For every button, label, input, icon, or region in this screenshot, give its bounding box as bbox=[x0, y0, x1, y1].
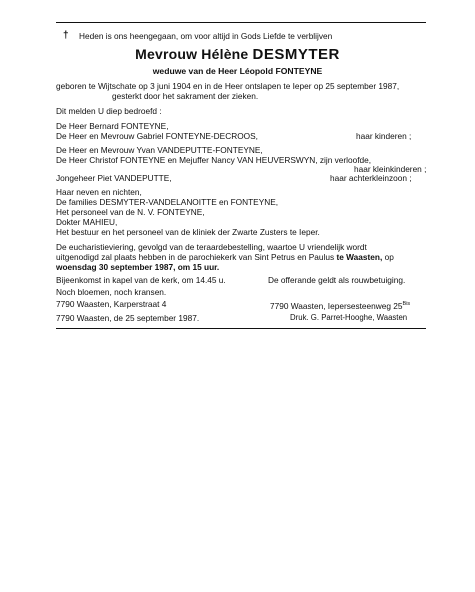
relation-children: haar kinderen ; bbox=[356, 131, 412, 141]
mass-line-1: De eucharistieviering, gevolgd van de teraardebestelling, waartoe U vriendelijk wordt bbox=[56, 242, 367, 252]
mass-line-2-text: uitgenodigd zal plaats hebben in de parochiekerk van Sint Petrus en Paulus bbox=[56, 252, 335, 262]
relation-grandchildren: haar kleinkinderen ; bbox=[354, 164, 427, 174]
honorific-first-name: Mevrouw Hélène bbox=[135, 46, 249, 62]
family-line: De Heer en Mevrouw Yvan VANDEPUTTE-FONTEYNE, bbox=[56, 145, 263, 155]
address-left: 7790 Waasten, Karperstraat 4 bbox=[56, 299, 167, 309]
cross-icon: † bbox=[63, 30, 69, 41]
bottom-border bbox=[56, 328, 426, 329]
top-border bbox=[56, 22, 426, 23]
address-right bbox=[270, 299, 410, 311]
mass-line-2 bbox=[56, 252, 394, 262]
deceased-name bbox=[0, 46, 475, 63]
mass-location: te Waasten, bbox=[336, 252, 383, 262]
surname: DESMYTER bbox=[252, 46, 340, 63]
birth-line-1: geboren te Wijtschate op 3 juni 1904 en in de Heer ontslapen te Ieper op 25 september 1987, bbox=[56, 81, 400, 91]
family-line: Jongeheer Piet VANDEPUTTE, bbox=[56, 173, 172, 183]
relation-great-grandchildren: haar achterkleinzoon ; bbox=[330, 173, 412, 183]
family-line: De Heer en Mevrouw Gabriel FONTEYNE-DECROOS, bbox=[56, 131, 258, 141]
widow-of-line: weduwe van de Heer Léopold FONTEYNE bbox=[152, 66, 323, 76]
family-line: Het bestuur en het personeel van de kliniek der Zwarte Zusters te Ieper. bbox=[56, 227, 320, 237]
family-line: Haar neven en nichten, bbox=[56, 187, 142, 197]
no-flowers-line: Noch bloemen, noch kransen. bbox=[56, 287, 167, 297]
announce-line: Dit melden U diep bedroefd : bbox=[56, 106, 162, 116]
printer-line: Druk. G. Parret-Hooghe, Waasten bbox=[290, 313, 408, 322]
birth-line-2: gesterkt door het sakrament der zieken. bbox=[112, 91, 259, 101]
gathering-line: Bijeenkomst in kapel van de kerk, om 14.45 u. bbox=[56, 275, 226, 285]
mass-date-time: woensdag 30 september 1987, om 15 uur. bbox=[56, 262, 220, 272]
family-line: Het personeel van de N. V. FONTEYNE, bbox=[56, 207, 205, 217]
offering-line: De offerande geldt als rouwbetuiging. bbox=[268, 275, 406, 285]
intro-line: Heden is ons heengegaan, om voor altijd in Gods Liefde te verblijven bbox=[79, 31, 333, 41]
family-line: De Heer Bernard FONTEYNE, bbox=[56, 121, 169, 131]
mass-line-2-end: op bbox=[384, 252, 394, 262]
address-right-suffix: Bis bbox=[402, 301, 411, 307]
family-line: De families DESMYTER-VANDELANOITTE en FONTEYNE, bbox=[56, 197, 279, 207]
family-line: Dokter MAHIEU, bbox=[56, 217, 118, 227]
date-place-line: 7790 Waasten, de 25 september 1987. bbox=[56, 313, 200, 323]
family-line: De Heer Christof FONTEYNE en Mejuffer Nancy VAN HEUVERSWYN, zijn verloofde, bbox=[56, 155, 372, 165]
address-right-street: 7790 Waasten, Iepersesteenweg 25 bbox=[270, 300, 403, 311]
